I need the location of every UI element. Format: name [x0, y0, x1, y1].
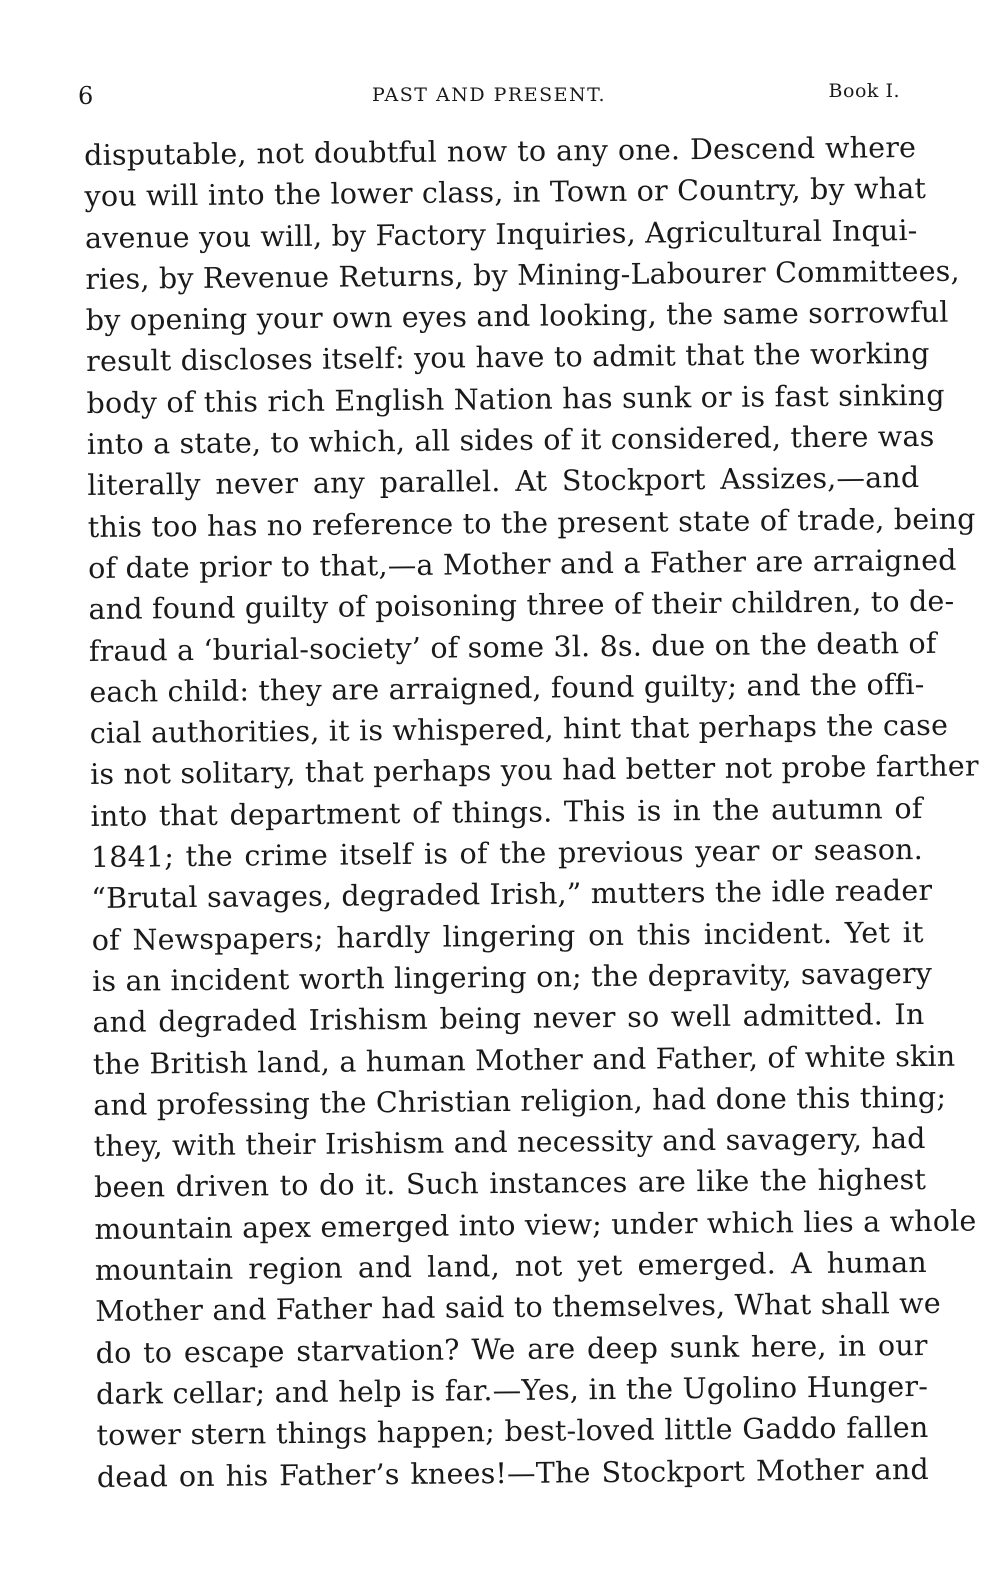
text-line: cial authorities, it is whispered, hint that perhaps the case: [89, 708, 949, 751]
text-line: mountain region and land, not yet emerged. A human: [94, 1245, 928, 1287]
text-line: by opening your own eyes and looking, the same sorrowful: [85, 295, 949, 338]
text-line: tower stern things happen; best-loved little Gaddo fallen: [96, 1411, 929, 1453]
text-line: into a state, to which, all sides of it considered, there was: [86, 419, 935, 462]
body-text: [84, 127, 979, 1498]
text-line: Mother and Father had said to themselves, What shall we: [95, 1287, 942, 1329]
text-line: is an incident worth lingering on; the depravity, savagery: [91, 956, 933, 998]
text-line: avenue you will, by Factory Inquiries, Agricultural Inqui-: [84, 213, 918, 255]
text-line: of Newspapers; hardly lingering on this incident. Yet it: [91, 915, 924, 957]
text-line: 1841; the crime itself is of the previous year or season.: [90, 833, 924, 875]
text-line: and professing the Christian religion, had done this thing;: [93, 1080, 947, 1122]
text-line: each child: they are arraigned, found guilty; and the offi-: [89, 667, 925, 709]
text-line: into that department of things. This is in the autumn of: [90, 791, 923, 833]
text-line: dark cellar; and help is far.—Yes, in the Ugolino Hunger-: [95, 1369, 929, 1411]
text-line: and degraded Irishism being never so well admitted. In: [92, 998, 925, 1040]
text-line: of date prior to that,—a Mother and a Father are arraigned: [88, 543, 957, 585]
text-line: literally never any parallel. At Stockport Assizes,—and: [87, 461, 920, 503]
text-line: and found guilty of poisoning three of their children, to de-: [88, 584, 955, 627]
text-line: result discloses itself: you have to admit that the working: [86, 337, 930, 379]
text-line: ries, by Revenue Returns, by Mining-Labourer Committees,: [85, 254, 960, 296]
text-line: dead on his Father’s knees!—The Stockport Mother and: [96, 1452, 930, 1494]
running-title: PAST AND PRESENT.: [372, 84, 606, 106]
text-line: the British land, a human Mother and Father, of white skin: [92, 1039, 956, 1081]
text-line: do to escape starvation? We are deep sunk here, in our: [95, 1328, 928, 1370]
running-head: [78, 80, 900, 110]
text-line: is not solitary, that perhaps you had better not probe farther: [89, 749, 979, 792]
text-line: mountain apex emerged into view; under which lies a whole: [94, 1204, 977, 1246]
text-line: “Brutal savages, degraded Irish,” mutters the idle reader: [91, 874, 933, 916]
text-line: disputable, not doubtful now to any one. Descend where: [84, 131, 917, 172]
text-line: been driven to do it. Such instances are like the highest: [93, 1163, 927, 1205]
text-line: fraud a ‘burial-society’ of some 3l. 8s. due on the death of: [88, 626, 937, 668]
text-line: body of this rich English Nation has sunk or is fast sinking: [86, 378, 945, 420]
text-line: they, with their Irishism and necessity and savagery, had: [93, 1122, 926, 1164]
text-line: this too has no reference to the present state of trade, being: [87, 502, 976, 544]
page-number: 6: [78, 82, 95, 110]
book-label: Book I.: [828, 80, 900, 102]
text-line: you will into the lower class, in Town or Country, by what: [84, 172, 927, 214]
